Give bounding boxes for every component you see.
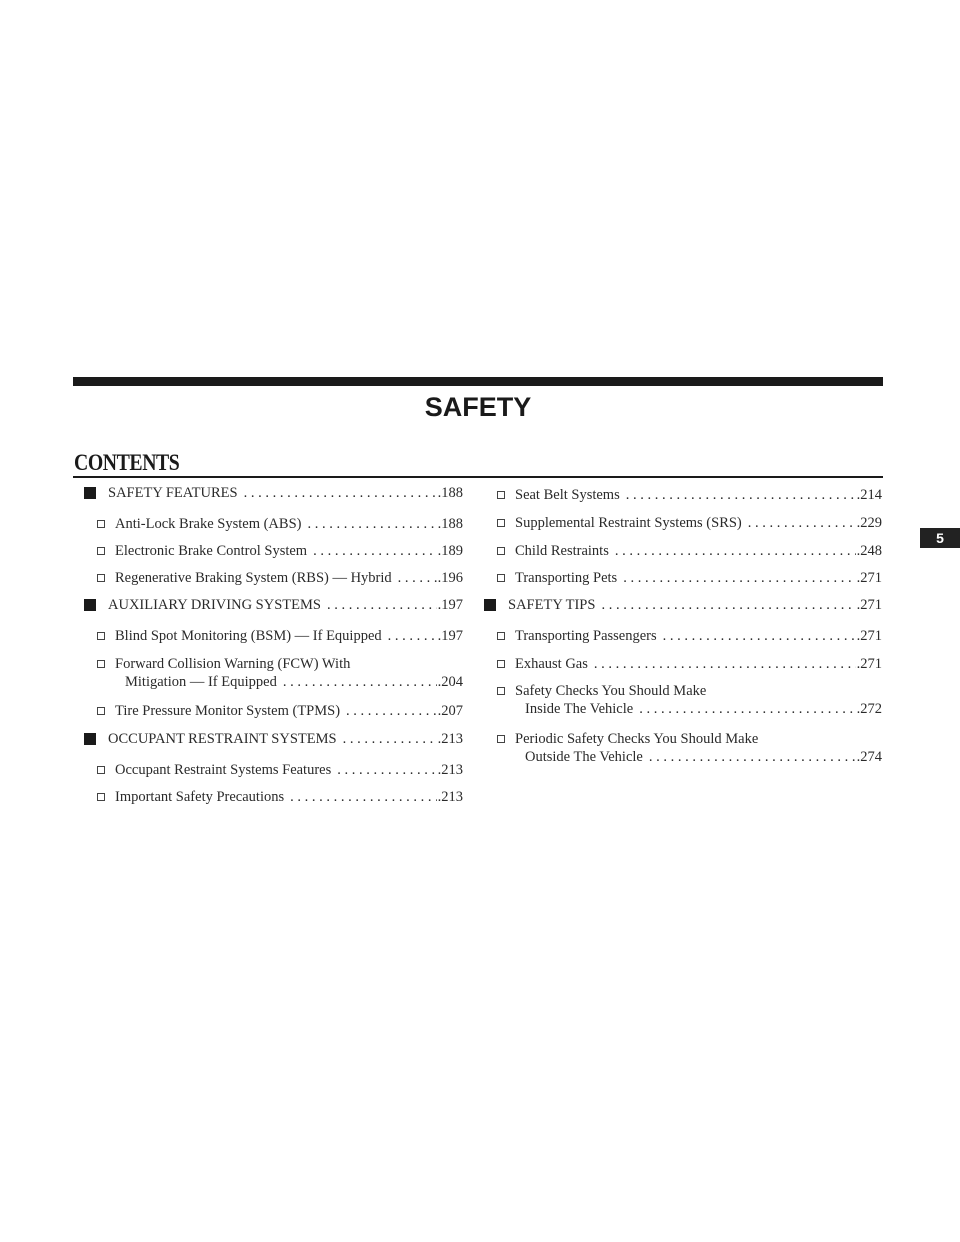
toc-right-column xyxy=(484,0,882,1242)
square-bullet-icon xyxy=(84,599,96,611)
square-bullet-icon xyxy=(84,487,96,499)
toc-entry[interactable]: Supplemental Restraint Systems (SRS) . . . .229 xyxy=(484,514,882,532)
toc-entry[interactable]: Safety Checks You Should Make Inside The Vehicle . . . .272 xyxy=(484,682,882,718)
square-bullet-icon xyxy=(84,733,96,745)
box-bullet-icon xyxy=(97,793,105,801)
box-bullet-icon xyxy=(97,520,105,528)
toc-entry[interactable]: SAFETY TIPS . . . .271 xyxy=(484,596,882,614)
toc-entry[interactable]: Important Safety Precautions . . . .213 xyxy=(84,788,463,806)
chapter-tab xyxy=(920,528,960,548)
toc-entry[interactable]: Transporting Pets . . . .271 xyxy=(484,569,882,587)
box-bullet-icon xyxy=(97,707,105,715)
toc-left-column xyxy=(84,0,463,1242)
box-bullet-icon xyxy=(497,519,505,527)
toc-entry[interactable]: AUXILIARY DRIVING SYSTEMS . . . .197 xyxy=(84,596,463,614)
chapter-tab-number: 5 xyxy=(936,530,944,546)
toc-entry[interactable]: SAFETY FEATURES . . . .188 xyxy=(84,484,463,502)
chapter-title: SAFETY xyxy=(424,392,532,422)
toc-entry[interactable]: Tire Pressure Monitor System (TPMS) . . . .207 xyxy=(84,702,463,720)
toc-entry[interactable]: Anti-Lock Brake System (ABS) . . . .188 xyxy=(84,515,463,533)
toc-entry[interactable]: Forward Collision Warning (FCW) With Mitigation — If Equipped . . . .204 xyxy=(84,655,463,691)
box-bullet-icon xyxy=(497,660,505,668)
toc-entry[interactable]: Occupant Restraint Systems Features . . . .213 xyxy=(84,761,463,779)
toc-entry[interactable]: Regenerative Braking System (RBS) — Hybrid . . . .196 xyxy=(84,569,463,587)
contents-heading: CONTENTS xyxy=(74,450,180,475)
box-bullet-icon xyxy=(497,687,505,695)
box-bullet-icon xyxy=(97,574,105,582)
toc-entry[interactable]: Electronic Brake Control System . . . .189 xyxy=(84,542,463,560)
box-bullet-icon xyxy=(97,766,105,774)
box-bullet-icon xyxy=(497,574,505,582)
toc-entry[interactable]: Blind Spot Monitoring (BSM) — If Equipped . . . .197 xyxy=(84,627,463,645)
box-bullet-icon xyxy=(497,632,505,640)
toc-entry[interactable]: Exhaust Gas . . . .271 xyxy=(484,655,882,673)
box-bullet-icon xyxy=(497,547,505,555)
box-bullet-icon xyxy=(497,735,505,743)
box-bullet-icon xyxy=(497,491,505,499)
toc-entry[interactable]: Child Restraints . . . .248 xyxy=(484,542,882,560)
box-bullet-icon xyxy=(97,547,105,555)
square-bullet-icon xyxy=(484,599,496,611)
toc-entry[interactable]: OCCUPANT RESTRAINT SYSTEMS . . . .213 xyxy=(84,730,463,748)
box-bullet-icon xyxy=(97,660,105,668)
box-bullet-icon xyxy=(97,632,105,640)
toc-entry[interactable]: Transporting Passengers . . . .271 xyxy=(484,627,882,645)
toc-entry[interactable]: Seat Belt Systems . . . .214 xyxy=(484,486,882,504)
toc-entry[interactable]: Periodic Safety Checks You Should Make Outside The Vehicle . . . .274 xyxy=(484,730,882,766)
